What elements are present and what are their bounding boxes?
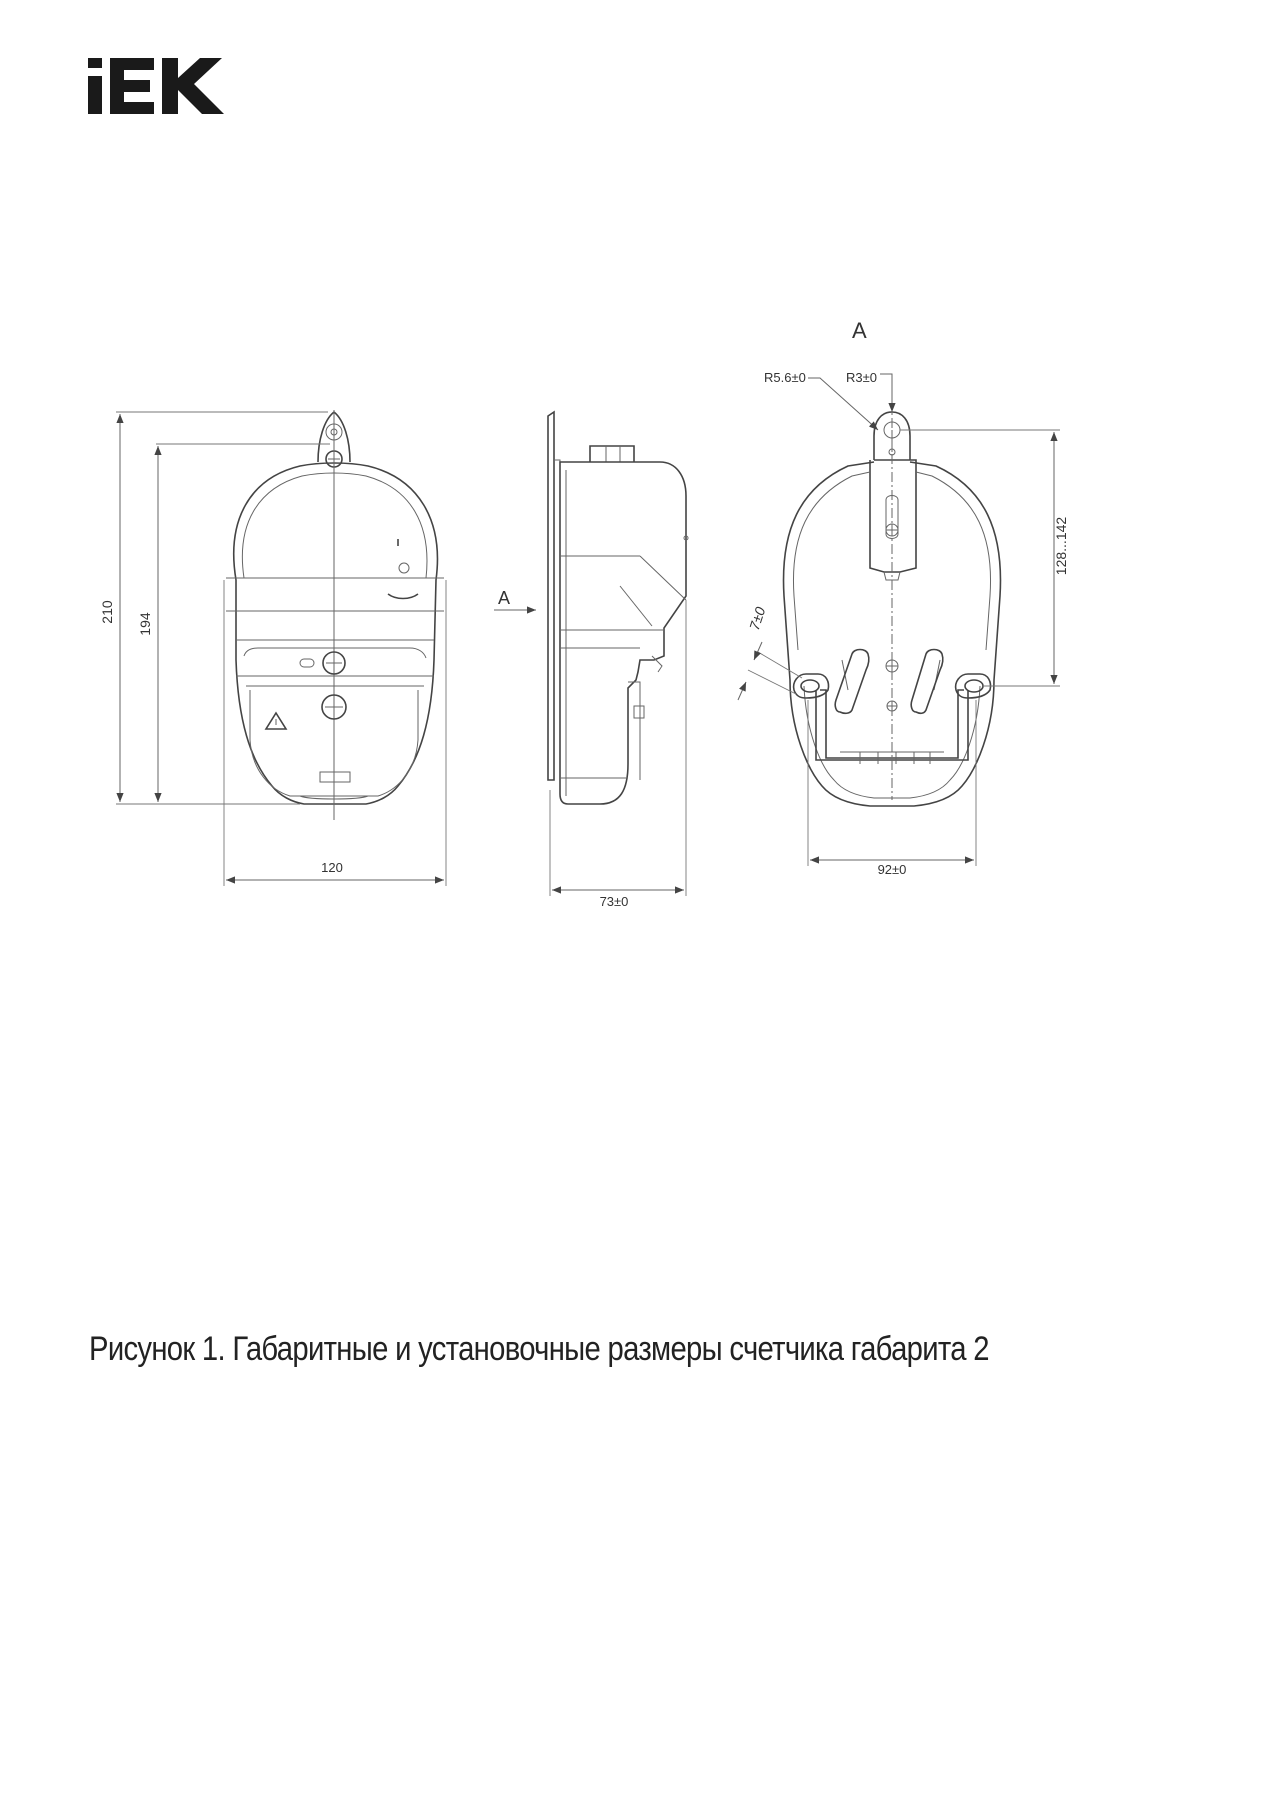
side-view [494, 412, 688, 804]
dim-210: 210 [99, 600, 115, 624]
dim-120: 120 [321, 860, 343, 875]
dim-128-142: 128...142 [1053, 516, 1069, 576]
front-dimensions [99, 412, 446, 886]
dim-r5-6: R5.6±0 [764, 370, 806, 385]
view-a-title: A [852, 318, 867, 343]
dim-92: 92±0 [877, 862, 907, 877]
dim-7: 7±0 [746, 604, 769, 632]
back-dimensions [738, 370, 1069, 877]
side-dimensions [550, 600, 686, 909]
front-view [226, 410, 444, 820]
dim-73: 73±0 [599, 894, 629, 909]
dim-r3: R3±0 [846, 370, 877, 385]
dim-194: 194 [137, 612, 153, 636]
view-arrow-label: A [498, 588, 511, 608]
figure-caption: Рисунок 1. Габаритные и установочные размеры счетчика габарита 2 [89, 1330, 989, 1368]
